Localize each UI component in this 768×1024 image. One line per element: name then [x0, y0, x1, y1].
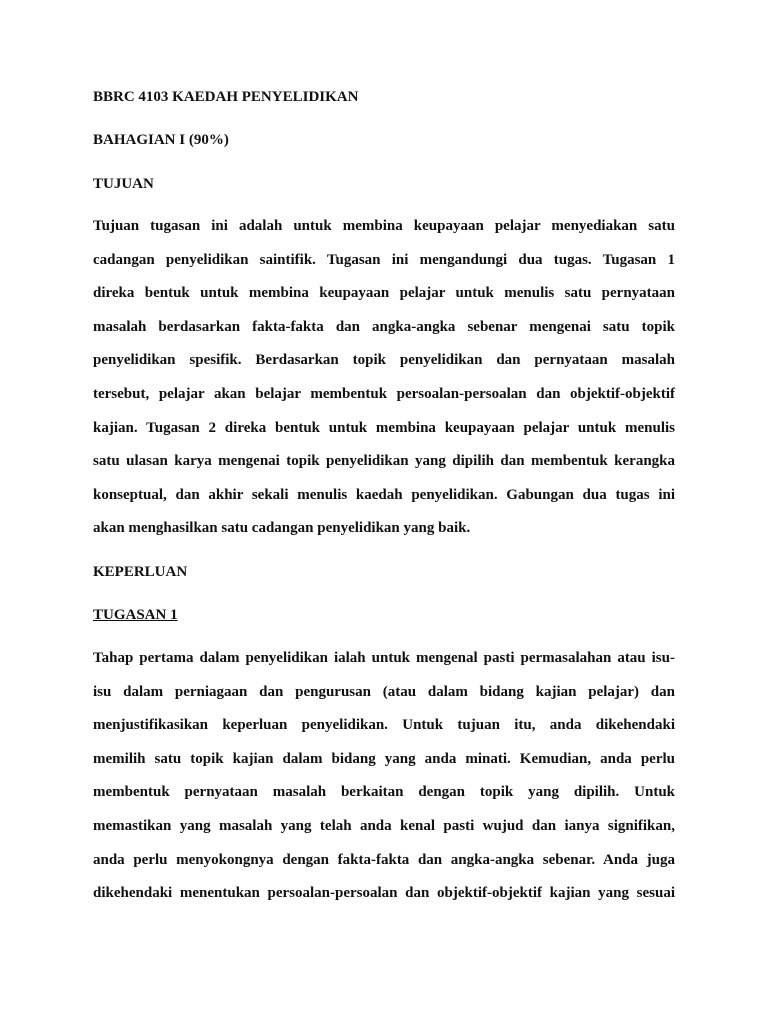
tugasan-1-paragraph: [93, 649, 675, 918]
section-heading-tujuan: TUJUAN: [93, 176, 154, 192]
paragraph-line: masalah berdasarkan fakta-fakta dan angka-angka sebenar mengenai satu topik: [93, 318, 675, 335]
paragraph-line: memilih satu topik kajian dalam bidang yang anda minati. Kemudian, anda perlu: [93, 750, 675, 767]
paragraph-line: membentuk pernyataan masalah berkaitan dengan topik yang dipilih. Untuk: [93, 784, 675, 801]
paragraph-line: Tahap pertama dalam penyelidikan ialah untuk mengenal pasti permasalahan atau isu-: [93, 650, 675, 666]
paragraph-line: akan menghasilkan satu cadangan penyelidikan yang baik.: [93, 520, 471, 537]
paragraph-line: isu dalam perniagaan dan pengurusan (atau dalam bidang kajian pelajar) dan: [93, 683, 675, 700]
paragraph-line: kajian. Tugasan 2 direka bentuk untuk membina keupayaan pelajar untuk menulis: [93, 419, 675, 436]
section-heading-tugasan-1: TUGASAN 1: [93, 607, 178, 623]
tujuan-paragraph: [93, 217, 675, 553]
section-heading-keperluan: KEPERLUAN: [93, 564, 188, 580]
paragraph-line: Tujuan tugasan ini adalah untuk membina keupayaan pelajar menyediakan satu: [93, 218, 675, 234]
paragraph-line: memastikan yang masalah yang telah anda kenal pasti wujud dan ianya signifikan,: [93, 817, 675, 834]
paragraph-line: konseptual, dan akhir sekali menulis kaedah penyelidikan. Gabungan dua tugas ini: [93, 486, 675, 503]
paragraph-line: direka bentuk untuk membina keupayaan pelajar untuk menulis satu pernyataan: [93, 285, 675, 302]
paragraph-line: satu ulasan karya mengenai topik penyelidikan yang dipilih dan membentuk kerangka: [93, 453, 675, 470]
paragraph-line: anda perlu menyokongnya dengan fakta-fakta dan angka-angka sebenar. Anda juga: [93, 851, 675, 868]
paragraph-line: penyelidikan spesifik. Berdasarkan topik penyelidikan dan pernyataan masalah: [93, 352, 675, 369]
part-title: BAHAGIAN I (90%): [93, 132, 229, 148]
paragraph-line: tersebut, pelajar akan belajar membentuk persoalan-persoalan dan objektif-objektif: [93, 385, 675, 402]
paragraph-line: cadangan penyelidikan saintifik. Tugasan ini mengandungi dua tugas. Tugasan 1: [93, 251, 675, 268]
paragraph-line: menjustifikasikan keperluan penyelidikan. Untuk tujuan itu, anda dikehendaki: [93, 717, 675, 734]
paragraph-line: dikehendaki menentukan persoalan-persoalan dan objektif-objektif kajian yang sesuai: [93, 885, 675, 902]
course-title: BBRC 4103 KAEDAH PENYELIDIKAN: [93, 89, 359, 105]
